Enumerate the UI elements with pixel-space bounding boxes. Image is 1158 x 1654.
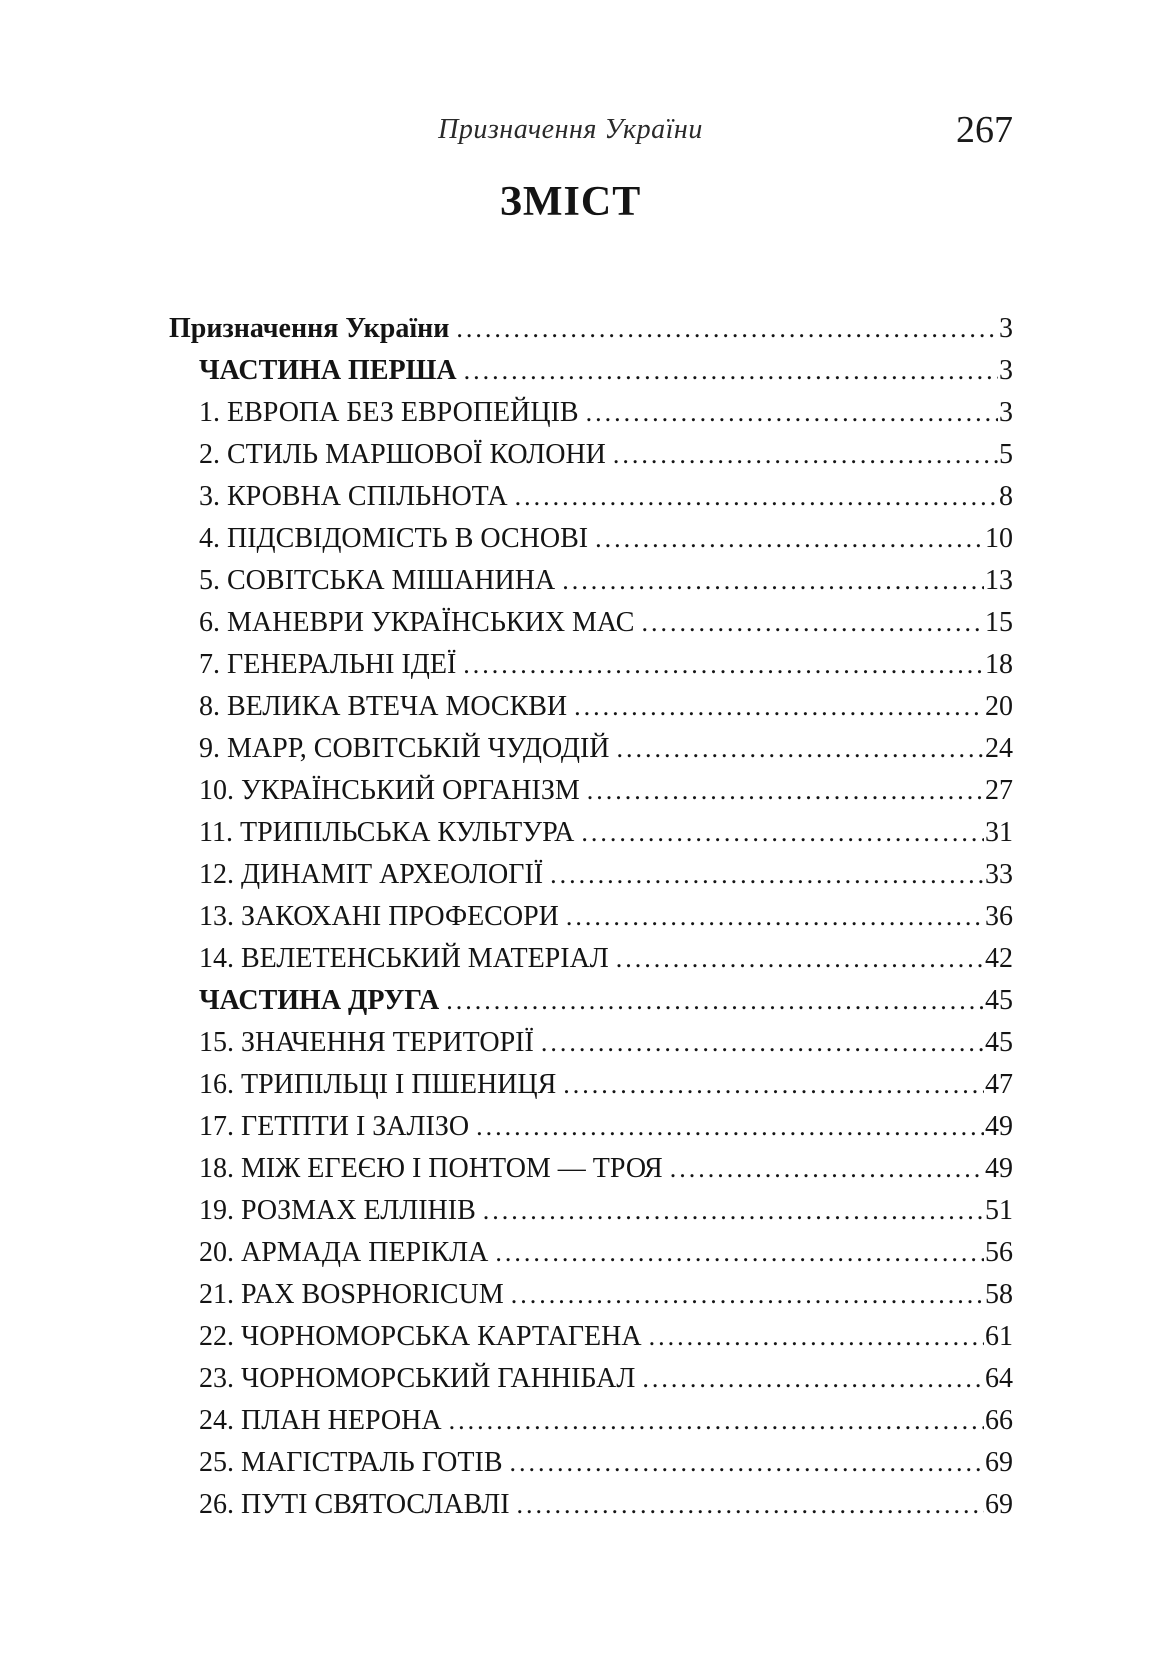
toc-entry-label: 1. ЕВРОПА БЕЗ ЕВРОПЕЙЦІВ xyxy=(199,397,579,428)
dot-leader xyxy=(510,1442,984,1484)
dot-leader xyxy=(511,1274,984,1316)
dot-leader xyxy=(595,518,984,560)
dot-leader xyxy=(613,434,998,476)
toc-entry xyxy=(169,854,1013,896)
dot-leader xyxy=(562,560,984,602)
dot-leader xyxy=(517,1484,984,1526)
toc-entry-label: 7. ГЕНЕРАЛЬНІ ІДЕЇ xyxy=(199,649,457,680)
dot-leader xyxy=(670,1148,984,1190)
toc-entry xyxy=(169,518,1013,560)
dot-leader xyxy=(566,896,984,938)
dot-leader xyxy=(617,728,985,770)
toc-entry xyxy=(169,1064,1013,1106)
toc-entry xyxy=(169,1400,1013,1442)
toc-entry xyxy=(169,560,1013,602)
toc-entry xyxy=(169,644,1013,686)
toc-entry xyxy=(169,350,1013,392)
running-title: Призначення України xyxy=(438,114,703,145)
toc-entry-page-number: 13 xyxy=(985,565,1013,596)
dot-leader xyxy=(515,476,998,518)
toc-entry xyxy=(169,434,1013,476)
toc-entry-page-number: 42 xyxy=(985,943,1013,974)
toc-entry-page-number: 3 xyxy=(999,397,1013,428)
toc-entry-label: 8. ВЕЛИКА ВТЕЧА МОСКВИ xyxy=(199,691,568,722)
toc-entry-page-number: 27 xyxy=(985,775,1013,806)
toc-entry-label: Призначення України xyxy=(169,313,450,344)
toc-entry-label: 24. ПЛАН НЕРОНА xyxy=(199,1405,442,1436)
dot-leader xyxy=(456,308,998,350)
toc-entry xyxy=(169,1148,1013,1190)
toc-entry-page-number: 66 xyxy=(985,1405,1013,1436)
toc-entry-label: 17. ГЕТПТИ І ЗАЛІЗО xyxy=(199,1111,470,1142)
toc-entry-page-number: 10 xyxy=(985,523,1013,554)
dot-leader xyxy=(641,602,984,644)
toc-entry-page-number: 36 xyxy=(985,901,1013,932)
page-header xyxy=(128,109,1013,156)
toc-entry-label: ЧАСТИНА ДРУГА xyxy=(199,985,440,1016)
toc-entry-label: 12. ДИНАМІТ АРХЕОЛОГІЇ xyxy=(199,859,544,890)
toc-entry-page-number: 69 xyxy=(985,1447,1013,1478)
toc-entry xyxy=(169,728,1013,770)
toc-entry xyxy=(169,1022,1013,1064)
toc-entry-page-number: 24 xyxy=(985,733,1013,764)
toc-entry-label: 15. ЗНАЧЕННЯ ТЕРИТОРІЇ xyxy=(199,1027,534,1058)
dot-leader xyxy=(587,770,984,812)
toc-entry-label: 18. МІЖ ЕГЕЄЮ І ПОНТОМ — ТРОЯ xyxy=(199,1153,663,1184)
dot-leader xyxy=(574,686,984,728)
toc-entry-page-number: 45 xyxy=(985,1027,1013,1058)
toc-entry-page-number: 61 xyxy=(985,1321,1013,1352)
dot-leader xyxy=(649,1316,984,1358)
dot-leader xyxy=(446,980,984,1022)
dot-leader xyxy=(563,1064,984,1106)
toc-entry-page-number: 51 xyxy=(985,1195,1013,1226)
dot-leader xyxy=(476,1106,984,1148)
toc-entry-page-number: 3 xyxy=(999,313,1013,344)
toc-entry xyxy=(169,476,1013,518)
toc-entry-page-number: 49 xyxy=(985,1153,1013,1184)
toc-entry-page-number: 58 xyxy=(985,1279,1013,1310)
toc-entry xyxy=(169,938,1013,980)
toc-entry xyxy=(169,686,1013,728)
toc-entry-label: 10. УКРАЇНСЬКИЙ ОРГАНІЗМ xyxy=(199,775,580,806)
toc-entry-page-number: 33 xyxy=(985,859,1013,890)
toc-entry-label: 21. PAX BOSPHORICUM xyxy=(199,1279,504,1310)
dot-leader xyxy=(464,350,998,392)
toc-entry xyxy=(169,1484,1013,1526)
toc-entry-label: ЧАСТИНА ПЕРША xyxy=(199,355,457,386)
toc-entry xyxy=(169,1274,1013,1316)
dot-leader xyxy=(495,1232,984,1274)
toc-entry-label: 16. ТРИПІЛЬЦІ І ПШЕНИЦЯ xyxy=(199,1069,557,1100)
toc-entry xyxy=(169,770,1013,812)
toc-entry-label: 13. ЗАКОХАНІ ПРОФЕСОРИ xyxy=(199,901,559,932)
toc-entry xyxy=(169,1316,1013,1358)
toc-entry xyxy=(169,1358,1013,1400)
toc-entry xyxy=(169,1106,1013,1148)
toc-entry-page-number: 8 xyxy=(999,481,1013,512)
toc-entry-page-number: 18 xyxy=(985,649,1013,680)
toc-entry xyxy=(169,602,1013,644)
dot-leader xyxy=(550,854,984,896)
dot-leader xyxy=(586,392,998,434)
toc-entry-label: 2. СТИЛЬ МАРШОВОЇ КОЛОНИ xyxy=(199,439,606,470)
folio-page-number: 267 xyxy=(956,109,1013,151)
toc-entry-page-number: 45 xyxy=(985,985,1013,1016)
dot-leader xyxy=(581,812,984,854)
dot-leader xyxy=(642,1358,984,1400)
toc-entry xyxy=(169,1190,1013,1232)
toc-entry-label: 5. СОВІТСЬКА МІШАНИНА xyxy=(199,565,556,596)
dot-leader xyxy=(541,1022,984,1064)
toc-entry-label: 9. МАРР, СОВІТСЬКІЙ ЧУДОДІЙ xyxy=(199,733,610,764)
toc-entry xyxy=(169,1232,1013,1274)
dot-leader xyxy=(463,644,984,686)
toc-entry-label: 14. ВЕЛЕТЕНСЬКИЙ МАТЕРІАЛ xyxy=(199,943,609,974)
toc-entry xyxy=(169,812,1013,854)
toc-entry xyxy=(169,308,1013,350)
toc-entry-label: 19. РОЗМАХ ЕЛЛІНІВ xyxy=(199,1195,476,1226)
dot-leader xyxy=(483,1190,984,1232)
toc-entry-page-number: 5 xyxy=(999,439,1013,470)
toc-entry-label: 23. ЧОРНОМОРСЬКИЙ ГАННІБАЛ xyxy=(199,1363,636,1394)
toc-entry-label: 3. КРОВНА СПІЛЬНОТА xyxy=(199,481,508,512)
toc-entry-label: 11. ТРИПІЛЬСЬКА КУЛЬТУРА xyxy=(199,817,575,848)
toc-entry xyxy=(169,392,1013,434)
dot-leader xyxy=(616,938,984,980)
toc-entry-page-number: 31 xyxy=(985,817,1013,848)
toc-entry-label: 4. ПІДСВІДОМІСТЬ В ОСНОВІ xyxy=(199,523,589,554)
toc-entry-label: 22. ЧОРНОМОРСЬКА КАРТАГЕНА xyxy=(199,1321,642,1352)
toc-entry-page-number: 47 xyxy=(985,1069,1013,1100)
toc-entry-page-number: 20 xyxy=(985,691,1013,722)
toc-entry-page-number: 64 xyxy=(985,1363,1013,1394)
toc-entry-page-number: 3 xyxy=(999,355,1013,386)
toc-entry-page-number: 56 xyxy=(985,1237,1013,1268)
toc-entry-page-number: 15 xyxy=(985,607,1013,638)
toc-entry-page-number: 49 xyxy=(985,1111,1013,1142)
toc-entry xyxy=(169,896,1013,938)
section-title: ЗМІСТ xyxy=(499,179,642,225)
toc-entry xyxy=(169,980,1013,1022)
toc-entry-label: 20. АРМАДА ПЕРІКЛА xyxy=(199,1237,489,1268)
toc-entry-label: 6. МАНЕВРИ УКРАЇНСЬКИХ МАС xyxy=(199,607,635,638)
toc-entry-label: 25. МАГІСТРАЛЬ ГОТІВ xyxy=(199,1447,503,1478)
toc-entry xyxy=(169,1442,1013,1484)
toc-list xyxy=(169,308,1013,1526)
dot-leader xyxy=(449,1400,984,1442)
toc-entry-label: 26. ПУТІ СВЯТОСЛАВЛІ xyxy=(199,1489,510,1520)
toc-entry-page-number: 69 xyxy=(985,1489,1013,1520)
